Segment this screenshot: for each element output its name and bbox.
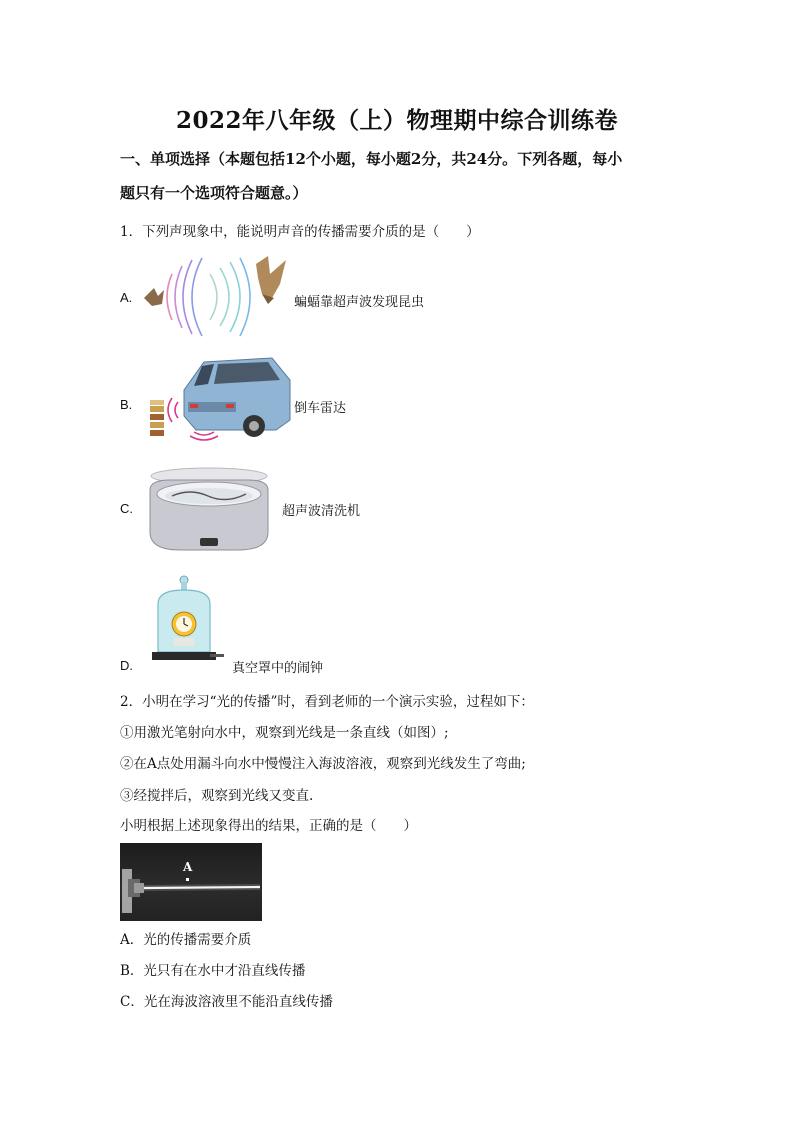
laser-experiment-image: [120, 843, 262, 921]
q1-option-b-letter: B.: [120, 397, 133, 412]
q2-option-b: B．光只有在水中才沿直线传播: [120, 963, 306, 979]
q2-option-c: C．光在海波溶液里不能沿直线传播: [120, 994, 333, 1010]
reversing-radar-car-image: [144, 350, 292, 442]
q2-stem: 2．小明在学习“光的传播”时，看到老师的一个演示实验，过程如下：: [120, 694, 534, 710]
q1-option-d-caption: 真空罩中的闹钟: [232, 661, 324, 676]
q1-option-b-caption: 倒车雷达: [294, 401, 347, 416]
section-heading-line2: 题只有一个选项符合题意。）: [120, 184, 308, 202]
figure-point-label: A: [183, 860, 193, 874]
section-heading-line1: 一、单项选择（本题包括12个小题，每小题2分，共24分。下列各题，每小: [120, 150, 623, 168]
q2-question: 小明根据上述现象得出的结果，正确的是（ ）: [120, 818, 417, 834]
q1-stem: 1．下列声现象中，能说明声音的传播需要介质的是（ ）: [120, 224, 480, 240]
q2-option-a: A．光的传播需要介质: [120, 932, 252, 948]
q2-step-1: ①用激光笔射向水中，观察到光线是一条直线（如图）;: [120, 725, 449, 741]
q2-step-2: ②在A点处用漏斗向水中慢慢注入海波溶液，观察到光线发生了弯曲;: [120, 756, 526, 772]
ultrasonic-cleaner-image: [142, 466, 276, 556]
bell-jar-alarm-clock-image: [148, 574, 226, 668]
q1-option-a-letter: A.: [120, 290, 133, 305]
q1-option-d-letter: D.: [120, 658, 133, 673]
page-title: 2022年八年级（上）物理期中综合训练卷: [175, 107, 618, 134]
q1-option-c-caption: 超声波清洗机: [282, 504, 361, 519]
q2-step-3: ③经搅拌后，观察到光线又变直.: [120, 788, 314, 804]
bat-ultrasound-image: [140, 254, 292, 340]
q1-option-a-caption: 蝙蝠靠超声波发现昆虫: [294, 295, 425, 310]
q1-option-c-letter: C.: [120, 501, 133, 516]
